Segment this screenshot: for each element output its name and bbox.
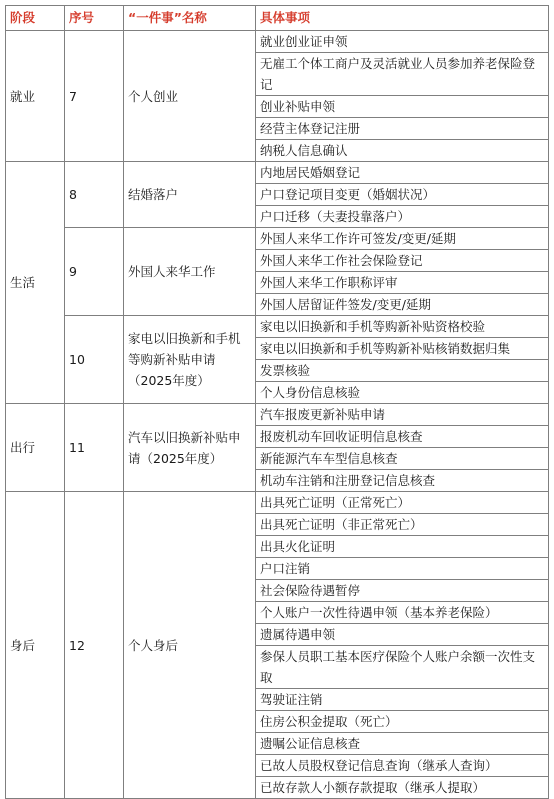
- matter-number-cell: 8: [65, 162, 124, 228]
- specific-item-cell: 出具死亡证明（非正常死亡）: [256, 514, 549, 536]
- table-row: [6, 492, 549, 514]
- specific-item-cell: 报废机动车回收证明信息核查: [256, 426, 549, 448]
- table-row: [6, 31, 549, 53]
- specific-item-cell: 户口登记项目变更（婚姻状况）: [256, 184, 549, 206]
- stage-cell: 身后: [6, 492, 65, 799]
- specific-item-cell: 创业补贴申领: [256, 96, 549, 118]
- stage-cell: 生活: [6, 162, 65, 404]
- matter-number-cell: 10: [65, 316, 124, 404]
- specific-item-cell: 汽车报废更新补贴申请: [256, 404, 549, 426]
- specific-item-cell: 驾驶证注销: [256, 689, 549, 711]
- specific-item-cell: 社会保险待遇暂停: [256, 580, 549, 602]
- table-body: [6, 31, 549, 799]
- specific-item-cell: 住房公积金提取（死亡）: [256, 711, 549, 733]
- table-row: [6, 316, 549, 338]
- matter-name-cell: 个人创业: [124, 31, 256, 162]
- header-row: [6, 6, 549, 31]
- specific-item-cell: 外国人居留证件签发/变更/延期: [256, 294, 549, 316]
- stage-cell: 出行: [6, 404, 65, 492]
- matter-name-cell: 家电以旧换新和手机等购新补贴申请（2025年度）: [124, 316, 256, 404]
- table-row: [6, 228, 549, 250]
- specific-item-cell: 家电以旧换新和手机等购新补贴资格校验: [256, 316, 549, 338]
- matter-name-cell: 结婚落户: [124, 162, 256, 228]
- matters-table: [5, 5, 549, 799]
- specific-item-cell: 外国人来华工作许可签发/变更/延期: [256, 228, 549, 250]
- specific-item-cell: 外国人来华工作职称评审: [256, 272, 549, 294]
- specific-item-cell: 无雇工个体工商户及灵活就业人员参加养老保险登记: [256, 53, 549, 96]
- specific-item-cell: 出具火化证明: [256, 536, 549, 558]
- specific-item-cell: 已故存款人小额存款提取（继承人提取）: [256, 777, 549, 799]
- specific-item-cell: 出具死亡证明（正常死亡）: [256, 492, 549, 514]
- matter-number-cell: 9: [65, 228, 124, 316]
- stage-cell: 就业: [6, 31, 65, 162]
- table-row: [6, 162, 549, 184]
- matter-number-cell: 12: [65, 492, 124, 799]
- header-specific-items: 具体事项: [256, 6, 549, 31]
- specific-item-cell: 机动车注销和注册登记信息核查: [256, 470, 549, 492]
- specific-item-cell: 经营主体登记注册: [256, 118, 549, 140]
- specific-item-cell: 个人身份信息核验: [256, 382, 549, 404]
- header-stage: 阶段: [6, 6, 65, 31]
- specific-item-cell: 遗属待遇申领: [256, 624, 549, 646]
- matter-name-cell: 汽车以旧换新补贴申请（2025年度）: [124, 404, 256, 492]
- specific-item-cell: 内地居民婚姻登记: [256, 162, 549, 184]
- specific-item-cell: 个人账户一次性待遇申领（基本养老保险）: [256, 602, 549, 624]
- matter-name-cell: 个人身后: [124, 492, 256, 799]
- matter-number-cell: 7: [65, 31, 124, 162]
- specific-item-cell: 已故人员股权登记信息查询（继承人查询）: [256, 755, 549, 777]
- header-matter-name: “一件事”名称: [124, 6, 256, 31]
- specific-item-cell: 户口迁移（夫妻投靠落户）: [256, 206, 549, 228]
- specific-item-cell: 发票核验: [256, 360, 549, 382]
- specific-item-cell: 家电以旧换新和手机等购新补贴核销数据归集: [256, 338, 549, 360]
- matters-table-container: [5, 5, 548, 799]
- matter-number-cell: 11: [65, 404, 124, 492]
- matter-name-cell: 外国人来华工作: [124, 228, 256, 316]
- specific-item-cell: 遗嘱公证信息核查: [256, 733, 549, 755]
- table-row: [6, 404, 549, 426]
- specific-item-cell: 参保人员职工基本医疗保险个人账户余额一次性支取: [256, 646, 549, 689]
- header-number: 序号: [65, 6, 124, 31]
- specific-item-cell: 外国人来华工作社会保险登记: [256, 250, 549, 272]
- specific-item-cell: 纳税人信息确认: [256, 140, 549, 162]
- specific-item-cell: 新能源汽车车型信息核查: [256, 448, 549, 470]
- specific-item-cell: 就业创业证申领: [256, 31, 549, 53]
- specific-item-cell: 户口注销: [256, 558, 549, 580]
